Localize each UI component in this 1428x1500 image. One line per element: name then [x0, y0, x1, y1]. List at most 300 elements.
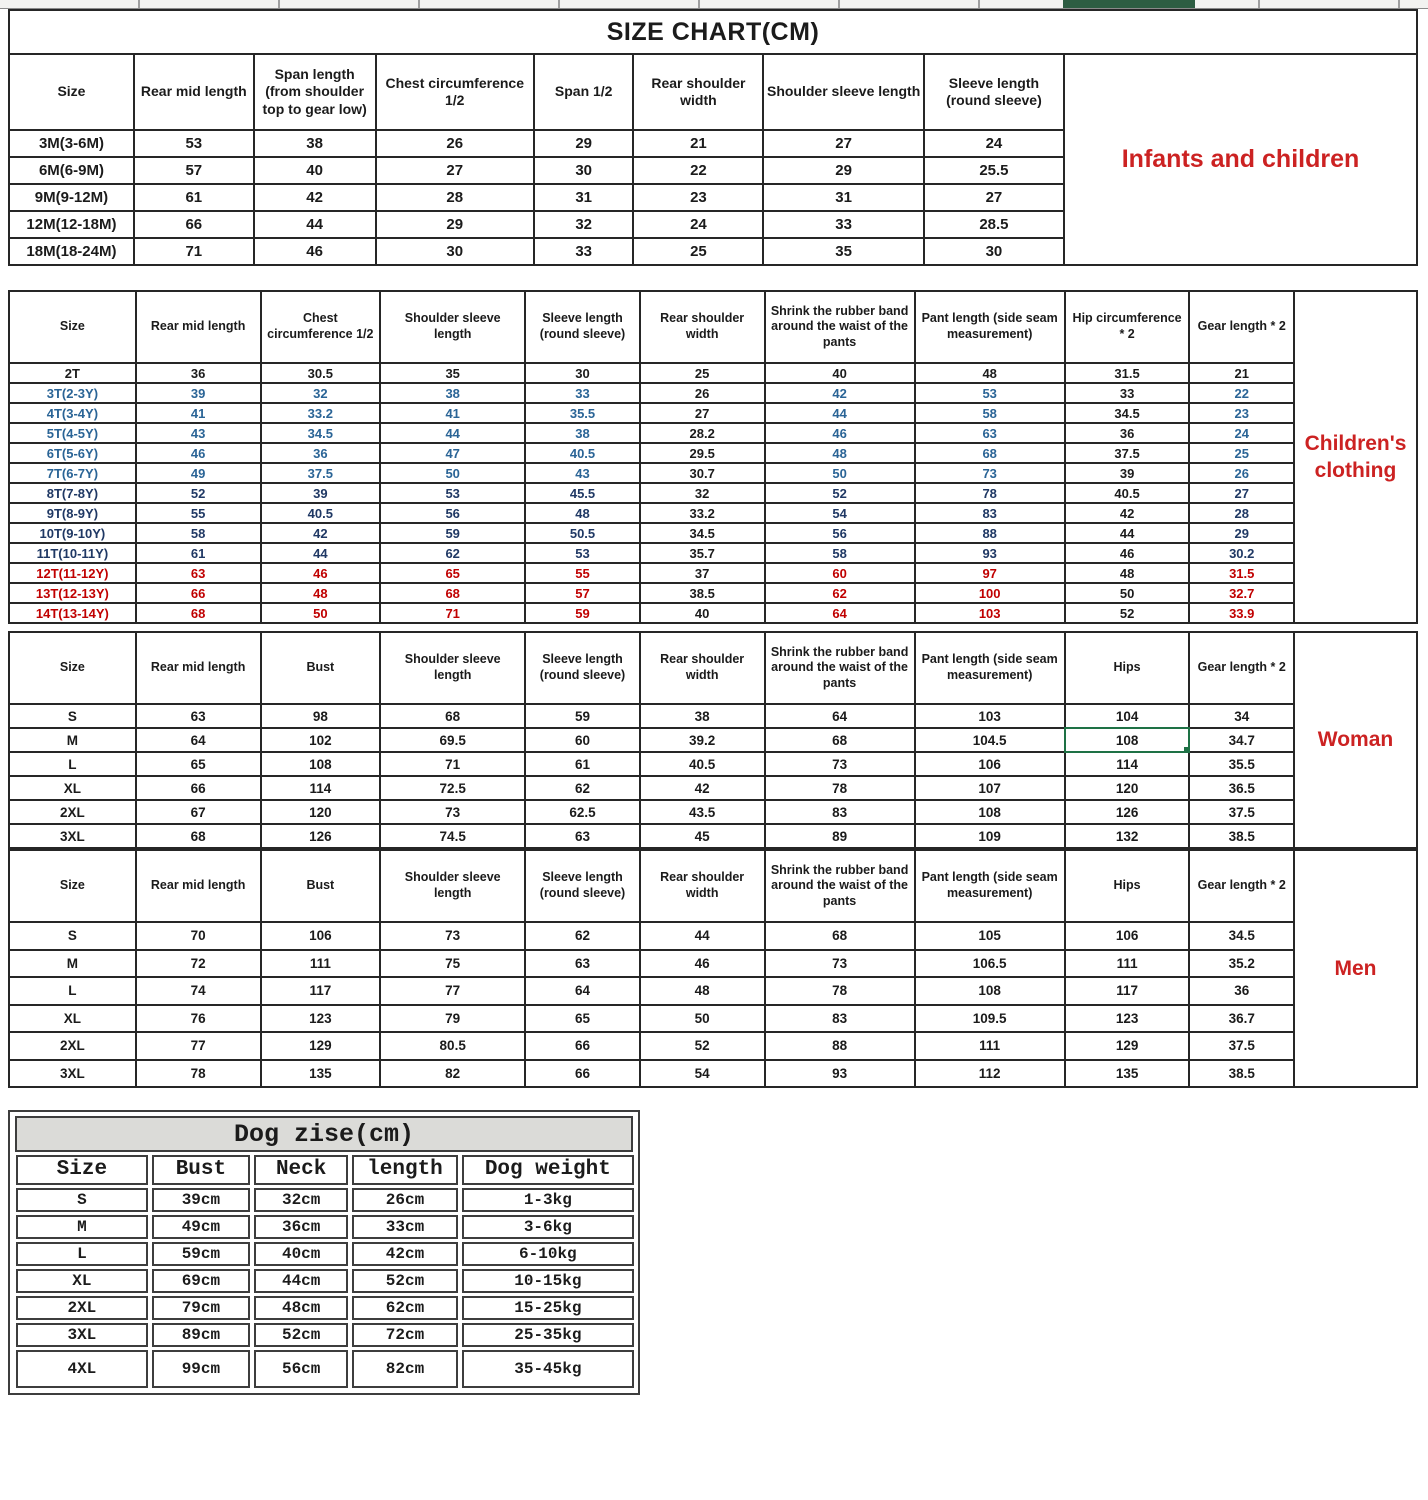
dog-size-table: [12, 1152, 638, 1391]
data-cell: 58: [765, 543, 915, 563]
data-cell: 23: [1189, 403, 1294, 423]
row-size-label: M: [16, 1215, 148, 1239]
data-cell: 68: [136, 603, 261, 623]
data-cell: 36: [261, 443, 381, 463]
data-cell: 52: [640, 1032, 765, 1060]
data-cell: 1-3kg: [462, 1188, 634, 1212]
data-cell: 44: [254, 211, 376, 238]
data-cell: 35.5: [525, 403, 640, 423]
data-cell: 99cm: [152, 1350, 250, 1388]
data-cell: 36.7: [1189, 1005, 1294, 1033]
data-cell: 98: [261, 704, 381, 728]
data-cell: 108: [261, 752, 381, 776]
data-cell: 102: [261, 728, 381, 752]
row-size-label: L: [16, 1242, 148, 1266]
table-row: [9, 463, 1294, 483]
data-cell: 117: [261, 977, 381, 1005]
data-cell: 83: [765, 800, 915, 824]
data-cell: 46: [254, 238, 376, 265]
data-cell: 28: [376, 184, 534, 211]
column-header: Shoulder sleeve length: [380, 291, 525, 363]
data-cell: 48: [261, 583, 381, 603]
data-cell: 29: [1189, 523, 1294, 543]
data-cell: 68: [915, 443, 1065, 463]
data-cell: 103: [915, 603, 1065, 623]
data-cell: 59cm: [152, 1242, 250, 1266]
data-cell: 37.5: [1065, 443, 1190, 463]
data-cell: 28.5: [924, 211, 1064, 238]
data-cell: 44: [765, 403, 915, 423]
data-cell: 42: [261, 523, 381, 543]
data-cell: 129: [261, 1032, 381, 1060]
column-header: Pant length (side seam measurement): [915, 632, 1065, 704]
data-cell: 117: [1065, 977, 1190, 1005]
column-header: Span length (from shoulder top to gear low): [254, 54, 376, 130]
data-cell: 111: [1065, 950, 1190, 978]
row-size-label: 2XL: [16, 1296, 148, 1320]
data-cell: 65: [525, 1005, 640, 1033]
data-cell: 30.7: [640, 463, 765, 483]
row-size-label: M: [9, 950, 136, 978]
data-cell: 47: [380, 443, 525, 463]
data-cell: 78: [765, 977, 915, 1005]
data-cell: 40cm: [254, 1242, 348, 1266]
column-header: Sleeve length (round sleeve): [525, 291, 640, 363]
data-cell: 111: [915, 1032, 1065, 1060]
data-cell: 56: [765, 523, 915, 543]
data-cell: 52: [1065, 603, 1190, 623]
data-cell: 46: [1065, 543, 1190, 563]
data-cell: 74.5: [380, 824, 525, 848]
data-cell: 78: [765, 776, 915, 800]
column-header: Rear mid length: [136, 632, 261, 704]
column-header: Rear mid length: [136, 291, 261, 363]
data-cell: 31.5: [1065, 363, 1190, 383]
children-size-table: [8, 290, 1295, 624]
row-size-label: 2XL: [9, 1032, 136, 1060]
selected-columns-highlight: [1063, 0, 1195, 8]
data-cell: 35-45kg: [462, 1350, 634, 1388]
column-header: Rear mid length: [136, 850, 261, 922]
data-cell: 36: [1065, 423, 1190, 443]
data-cell: 36: [1189, 977, 1294, 1005]
data-cell: 40: [640, 603, 765, 623]
data-cell: 73: [765, 950, 915, 978]
data-cell: 83: [915, 503, 1065, 523]
data-cell: 62cm: [352, 1296, 457, 1320]
data-cell: 89: [765, 824, 915, 848]
table-row: [9, 583, 1294, 603]
data-cell: 50: [380, 463, 525, 483]
data-cell: 50: [261, 603, 381, 623]
column-header: Rear shoulder width: [640, 291, 765, 363]
table-row: [9, 130, 1064, 157]
column-header: Bust: [152, 1155, 250, 1185]
table-row: [9, 543, 1294, 563]
column-header: Gear length * 2: [1189, 632, 1294, 704]
data-cell: 29.5: [640, 443, 765, 463]
data-cell: 62: [380, 543, 525, 563]
data-cell: 33.2: [261, 403, 381, 423]
data-cell: 57: [525, 583, 640, 603]
column-header: Rear mid length: [134, 54, 254, 130]
data-cell: 68: [380, 704, 525, 728]
data-cell: 135: [1065, 1060, 1190, 1088]
column-header: Bust: [261, 632, 381, 704]
data-cell: 48: [525, 503, 640, 523]
data-cell: 71: [380, 603, 525, 623]
table-row: [9, 211, 1064, 238]
data-cell: 22: [1189, 383, 1294, 403]
data-cell: 54: [640, 1060, 765, 1088]
data-cell: 44: [261, 543, 381, 563]
data-cell: 53: [380, 483, 525, 503]
data-cell: 40.5: [525, 443, 640, 463]
table-row: [9, 523, 1294, 543]
data-cell: 30: [534, 157, 634, 184]
data-cell: 106.5: [915, 950, 1065, 978]
data-cell: 54: [765, 503, 915, 523]
data-cell: 50: [765, 463, 915, 483]
data-cell: 69cm: [152, 1269, 250, 1293]
row-size-label: 3M(3-6M): [9, 130, 134, 157]
data-cell: 34.5: [261, 423, 381, 443]
data-cell: 62: [525, 776, 640, 800]
data-cell: 88: [765, 1032, 915, 1060]
data-cell: 63: [525, 824, 640, 848]
data-cell: 68: [380, 583, 525, 603]
data-cell: 34.5: [1065, 403, 1190, 423]
data-cell: 32.7: [1189, 583, 1294, 603]
data-cell: 78: [136, 1060, 261, 1088]
data-cell: 25.5: [924, 157, 1064, 184]
size-chart-title: SIZE CHART(CM): [8, 9, 1418, 53]
data-cell: 30: [376, 238, 534, 265]
data-cell: 53: [134, 130, 254, 157]
row-size-label: 18M(18-24M): [9, 238, 134, 265]
row-size-label: 9T(8-9Y): [9, 503, 136, 523]
column-header: Chest circumference 1/2: [376, 54, 534, 130]
column-header: Pant length (side seam measurement): [915, 291, 1065, 363]
data-cell: 63: [915, 423, 1065, 443]
data-cell: 64: [765, 603, 915, 623]
row-size-label: 3XL: [9, 1060, 136, 1088]
data-cell: 31: [763, 184, 923, 211]
data-cell: 65: [380, 563, 525, 583]
infants-side-label: Infants and children: [1065, 53, 1418, 266]
column-header: Shrink the rubber band around the waist of the pants: [765, 850, 915, 922]
column-header: Gear length * 2: [1189, 850, 1294, 922]
data-cell: 32: [261, 383, 381, 403]
data-cell: 109.5: [915, 1005, 1065, 1033]
data-cell: 53: [525, 543, 640, 563]
data-cell: 22: [633, 157, 763, 184]
row-size-label: 12T(11-12Y): [9, 563, 136, 583]
data-cell: 24: [924, 130, 1064, 157]
data-cell: 33: [1065, 383, 1190, 403]
table-row: [9, 503, 1294, 523]
table-row: [16, 1296, 634, 1320]
data-cell: 33.2: [640, 503, 765, 523]
data-cell: 35: [763, 238, 923, 265]
data-cell: 35.2: [1189, 950, 1294, 978]
data-cell: 66: [136, 583, 261, 603]
men-size-table: [8, 849, 1295, 1088]
data-cell: 46: [765, 423, 915, 443]
data-cell: 21: [633, 130, 763, 157]
data-cell: 21: [1189, 363, 1294, 383]
data-cell: 62.5: [525, 800, 640, 824]
data-cell: 108: [915, 800, 1065, 824]
data-cell: 104: [1065, 704, 1190, 728]
data-cell: 72cm: [352, 1323, 457, 1347]
data-cell: 27: [763, 130, 923, 157]
row-size-label: 2XL: [9, 800, 136, 824]
data-cell: 73: [765, 752, 915, 776]
data-cell: 79cm: [152, 1296, 250, 1320]
data-cell: 38.5: [1189, 824, 1294, 848]
table-row: [16, 1323, 634, 1347]
data-cell: 68: [136, 824, 261, 848]
data-cell: 129: [1065, 1032, 1190, 1060]
data-cell: 45.5: [525, 483, 640, 503]
row-size-label: 6M(6-9M): [9, 157, 134, 184]
data-cell: 105: [915, 922, 1065, 950]
data-cell: 44: [380, 423, 525, 443]
data-cell: 34: [1189, 704, 1294, 728]
column-header: Sleeve length (round sleeve): [525, 850, 640, 922]
data-cell: 38.5: [1189, 1060, 1294, 1088]
data-cell: 68: [765, 922, 915, 950]
data-cell: 93: [915, 543, 1065, 563]
data-cell: 52: [765, 483, 915, 503]
column-header: Neck: [254, 1155, 348, 1185]
data-cell: 69.5: [380, 728, 525, 752]
column-header: Span 1/2: [534, 54, 634, 130]
table-row: [9, 776, 1294, 800]
table-row: [9, 950, 1294, 978]
table-row: [9, 800, 1294, 824]
table-row: [16, 1188, 634, 1212]
row-size-label: S: [16, 1188, 148, 1212]
row-size-label: 12M(12-18M): [9, 211, 134, 238]
data-cell: 126: [1065, 800, 1190, 824]
data-cell: 45: [640, 824, 765, 848]
data-cell: 49cm: [152, 1215, 250, 1239]
data-cell: 35.7: [640, 543, 765, 563]
data-cell: 72: [136, 950, 261, 978]
row-size-label: 7T(6-7Y): [9, 463, 136, 483]
column-header: Size: [16, 1155, 148, 1185]
data-cell: 80.5: [380, 1032, 525, 1060]
data-cell: 24: [633, 211, 763, 238]
data-cell: 38: [525, 423, 640, 443]
data-cell: 50: [640, 1005, 765, 1033]
data-cell: 30.5: [261, 363, 381, 383]
table-row: [9, 1005, 1294, 1033]
data-cell: 73: [380, 922, 525, 950]
column-header: Hips: [1065, 850, 1190, 922]
data-cell: 15-25kg: [462, 1296, 634, 1320]
data-cell: 66: [525, 1060, 640, 1088]
data-cell: 58: [136, 523, 261, 543]
data-cell: 126: [261, 824, 381, 848]
data-cell: 93: [765, 1060, 915, 1088]
data-cell: 26: [1189, 463, 1294, 483]
data-cell: 33: [763, 211, 923, 238]
data-cell: 48: [640, 977, 765, 1005]
data-cell: 44cm: [254, 1269, 348, 1293]
data-cell: 55: [525, 563, 640, 583]
data-cell: 46: [261, 563, 381, 583]
dog-section: [8, 1110, 640, 1395]
column-header: Hip circumference * 2: [1065, 291, 1190, 363]
data-cell: 43: [525, 463, 640, 483]
table-row: [9, 752, 1294, 776]
data-cell: 37: [640, 563, 765, 583]
column-header: Shrink the rubber band around the waist of the pants: [765, 291, 915, 363]
data-cell: 104.5: [915, 728, 1065, 752]
table-row: [16, 1242, 634, 1266]
data-cell: 30: [924, 238, 1064, 265]
data-cell: 42cm: [352, 1242, 457, 1266]
data-cell: 64: [765, 704, 915, 728]
data-cell: 77: [380, 977, 525, 1005]
data-cell: 34.5: [640, 523, 765, 543]
data-cell: 52cm: [254, 1323, 348, 1347]
data-cell: 23: [633, 184, 763, 211]
row-size-label: M: [9, 728, 136, 752]
table-row: [9, 824, 1294, 848]
data-cell: 73: [380, 800, 525, 824]
row-size-label: L: [9, 977, 136, 1005]
row-size-label: 13T(12-13Y): [9, 583, 136, 603]
row-size-label: S: [9, 704, 136, 728]
data-cell: 27: [640, 403, 765, 423]
data-cell: 29: [534, 130, 634, 157]
data-cell: 66: [134, 211, 254, 238]
data-cell: 31: [534, 184, 634, 211]
children-side-label: Children's clothing: [1295, 290, 1418, 624]
data-cell: 82: [380, 1060, 525, 1088]
data-cell: 44: [1065, 523, 1190, 543]
table-row: [16, 1350, 634, 1388]
data-cell: 46: [640, 950, 765, 978]
table-row: [9, 1032, 1294, 1060]
data-cell: 29: [376, 211, 534, 238]
row-size-label: XL: [9, 1005, 136, 1033]
data-cell: 55: [136, 503, 261, 523]
data-cell: 78: [915, 483, 1065, 503]
data-cell: 70: [136, 922, 261, 950]
table-row: [9, 363, 1294, 383]
men-section: [8, 849, 1428, 1088]
data-cell: 26cm: [352, 1188, 457, 1212]
data-cell: 25: [633, 238, 763, 265]
data-cell: 42: [765, 383, 915, 403]
data-cell: 26: [376, 130, 534, 157]
data-cell: 57: [134, 157, 254, 184]
data-cell: 61: [525, 752, 640, 776]
data-cell: 40: [254, 157, 376, 184]
data-cell: 30.2: [1189, 543, 1294, 563]
data-cell: 56cm: [254, 1350, 348, 1388]
table-row: [9, 483, 1294, 503]
table-row: [9, 1060, 1294, 1088]
data-cell: 26: [640, 383, 765, 403]
row-size-label: 3T(2-3Y): [9, 383, 136, 403]
data-cell: 56: [380, 503, 525, 523]
data-cell: 46: [136, 443, 261, 463]
data-cell: 39: [261, 483, 381, 503]
column-header: Bust: [261, 850, 381, 922]
data-cell: 106: [261, 922, 381, 950]
column-header: Chest circumference 1/2: [261, 291, 381, 363]
woman-size-table: [8, 631, 1295, 849]
table-row: [9, 977, 1294, 1005]
column-header: Gear length * 2: [1189, 291, 1294, 363]
data-cell: 27: [924, 184, 1064, 211]
woman-side-label: Woman: [1295, 631, 1418, 849]
table-row: [16, 1269, 634, 1293]
data-cell: 63: [136, 563, 261, 583]
data-cell: 39cm: [152, 1188, 250, 1212]
data-cell: 41: [136, 403, 261, 423]
data-cell: 37.5: [261, 463, 381, 483]
infants-size-table: [8, 53, 1065, 266]
column-header: Pant length (side seam measurement): [915, 850, 1065, 922]
row-size-label: XL: [9, 776, 136, 800]
column-header: length: [352, 1155, 457, 1185]
data-cell: 49: [136, 463, 261, 483]
data-cell: 42: [254, 184, 376, 211]
spreadsheet-top-edge: [0, 0, 1428, 9]
data-cell: 33: [534, 238, 634, 265]
data-cell: 28: [1189, 503, 1294, 523]
data-cell: 52: [136, 483, 261, 503]
men-side-label: Men: [1295, 849, 1418, 1088]
column-header: Dog weight: [462, 1155, 634, 1185]
row-size-label: L: [9, 752, 136, 776]
table-row: [9, 423, 1294, 443]
data-cell: 68: [765, 728, 915, 752]
data-cell: 108: [915, 977, 1065, 1005]
data-cell: 48cm: [254, 1296, 348, 1320]
table-row: [9, 157, 1064, 184]
data-cell: 75: [380, 950, 525, 978]
size-chart-sheet: [0, 9, 1428, 1395]
data-cell: 32: [640, 483, 765, 503]
column-header: Size: [9, 291, 136, 363]
column-header: Rear shoulder width: [640, 850, 765, 922]
data-cell: 108: [1065, 728, 1190, 752]
table-row: [9, 383, 1294, 403]
data-cell: 73: [915, 463, 1065, 483]
column-header: Size: [9, 54, 134, 130]
data-cell: 48: [915, 363, 1065, 383]
data-cell: 30: [525, 363, 640, 383]
data-cell: 40.5: [261, 503, 381, 523]
data-cell: 114: [261, 776, 381, 800]
data-cell: 123: [1065, 1005, 1190, 1033]
table-row: [9, 603, 1294, 623]
dog-table-title: Dog zise(cm): [15, 1116, 633, 1152]
row-size-label: 4T(3-4Y): [9, 403, 136, 423]
data-cell: 24: [1189, 423, 1294, 443]
data-cell: 29: [763, 157, 923, 184]
data-cell: 59: [525, 704, 640, 728]
data-cell: 52cm: [352, 1269, 457, 1293]
